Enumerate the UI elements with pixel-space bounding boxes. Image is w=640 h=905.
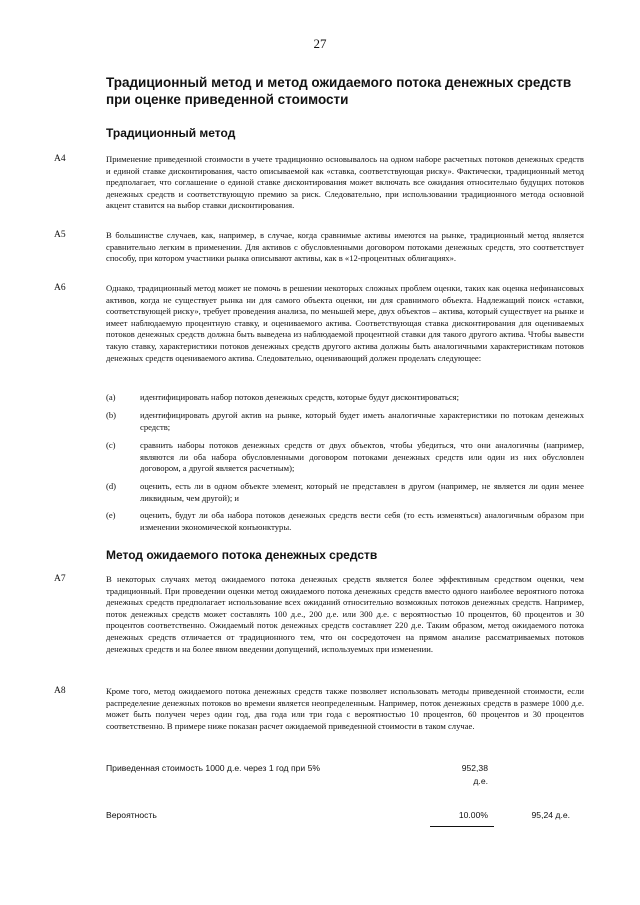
calc-row1-label: Приведенная стоимость 1000 д.е. через 1 год при 5% [106, 763, 320, 773]
section-heading-expected-flow: Метод ожидаемого потока денежных средств [106, 548, 378, 562]
list-item-marker: (b) [106, 410, 117, 420]
list-item-e [106, 510, 584, 533]
paragraph-number: A5 [54, 230, 66, 240]
list-item-marker: (d) [106, 481, 117, 491]
list-item-text: идентифицировать другой актив на рынке, который будет иметь аналогичные характеристики по потокам денежных средств; [140, 410, 584, 432]
paragraph-a4 [54, 154, 584, 212]
page-number: 27 [313, 36, 327, 51]
paragraph-text: Кроме того, метод ожидаемого потока денежных средств также позволяет использовать методы приведенной стоимости, если распределение денежных потоков во времени является неопределенным. Например, поток денежных средств в размере 1000 д.е. может быть получен через один год, два года или три года с вероятностью 10 процентов, 60 процентов и 30 процентов соответственно. В примере ниже показан расчет ожидаемой приведенной стоимости в таком случае. [106, 686, 584, 731]
list-item-text: сравнить наборы потоков денежных средств от двух объектов, чтобы убедиться, что они аналогичны (например, являются ли оба набора обусловленными договором потоками денежных средств или один из них обусловлен договором, а другой является расчетным); [140, 440, 584, 474]
list-item-text: оценить, есть ли в одном объекте элемент, который не представлен в другом (например, не является ли один менее ликвидным, чем другой); и [140, 481, 584, 503]
calc-row2-value: 10.00% [458, 810, 488, 820]
page-title: Традиционный метод и метод ожидаемого потока денежных средств при оценке приведенной стоимости [106, 75, 572, 107]
list-item-text: оценить, будут ли оба набора потоков денежных средств вести себя (то есть изменяться) аналогичным образом при изменении экономической конъюнктуры. [140, 510, 584, 532]
list-item-marker: (c) [106, 440, 116, 450]
calc-row2-label: Вероятность [106, 810, 157, 820]
paragraph-number: A6 [54, 283, 66, 293]
paragraph-a7 [54, 574, 584, 655]
paragraph-text: В некоторых случаях метод ожидаемого потока денежных средств является более эффективным средством оценки, чем традиционный. При проведении оценки метод ожидаемого потока денежных средств вместо одного наиболее вероятного потока денежных средств предполагает использование всех ожиданий относительно возможных потоков денежных средств. Например, поток денежных средств может составлять 100 д.е., 200 д.е. или 300 д.е. с вероятностью 10 процентов, 60 процентов и 30 процентов соответственно. Ожидаемый поток денежных средств составляет 220 д.е. Таким образом, метод ожидаемого потока денежных средств отличается от традиционного тем, что он сосредоточен на прямом анализе рассматриваемых потоков денежных средств и на более явном введении допущений, используемых при изменении. [106, 574, 584, 654]
calc-row1-unit: д.е. [473, 776, 488, 786]
paragraph-a6 [54, 283, 584, 364]
paragraph-text: Применение приведенной стоимости в учете традиционно основывалось на одном наборе расчетных потоков денежных средств и единой ставке дисконтирования, часто описываемой как «ставка, соответствующая риску». Фактически, традиционный метод предполагает, что соглашение о единой ставке дисконтирования может включать все ожидания относительно будущих потоков денежных средств и соответствующую премию за риск. Следовательно, при использовании традиционного метода основной акцент ставится на выбор ставки дисконтирования. [106, 154, 584, 211]
calc-row2-result: 95,24 д.е. [531, 810, 570, 820]
list-item-d [106, 481, 584, 504]
paragraph-number: A8 [54, 686, 66, 696]
calc-row1-value: 952,38 [461, 763, 488, 773]
paragraph-text: В большинстве случаев, как, например, в случае, когда сравнимые активы имеются на рынке, традиционный метод является сравнительно легким в применении. Для активов с обусловленными договором потоками денежных средств, это соответствует способу, при котором участники рынка описывают активы, как в «12-процентных облигациях». [106, 230, 584, 264]
paragraph-number: A7 [54, 574, 66, 584]
list-item-marker: (a) [106, 392, 116, 402]
calc-underline [430, 826, 494, 827]
paragraph-a5 [54, 230, 584, 265]
list-item-a [106, 392, 584, 404]
paragraph-a8 [54, 686, 584, 732]
list-item-b [106, 410, 584, 433]
list-item-text: идентифицировать набор потоков денежных средств, которые будут дисконтироваться; [140, 392, 460, 402]
list-item-marker: (e) [106, 510, 116, 520]
section-heading-traditional: Традиционный метод [106, 126, 236, 140]
list-item-c [106, 440, 584, 475]
paragraph-text: Однако, традиционный метод может не помочь в решении некоторых сложных проблем оценки, таких как оценка нефинансовых активов, когда не существует рынка ни для самого объекта оценки, ни для сравнимого объекта. Надлежащий поиск «ставки, соответствующей риску», требует проведения анализа, по меньшей мере, двух объектов – актива, который существует на рынке и имеет наблюдаемую процентную ставку, и оцениваемого актива. Соответствующая ставка дисконтирования для оцениваемых потоков денежных средств должна быть выведена из наблюдаемой процентной ставки для такого другого актива. Чтобы вывести такую ставку, характеристики потоков денежных средств другого актива должны быть аналогичными характеристикам потоков денежных средств оцениваемого актива. Следовательно, оценивающий должен проделать следующее: [106, 283, 584, 363]
paragraph-number: A4 [54, 154, 66, 164]
